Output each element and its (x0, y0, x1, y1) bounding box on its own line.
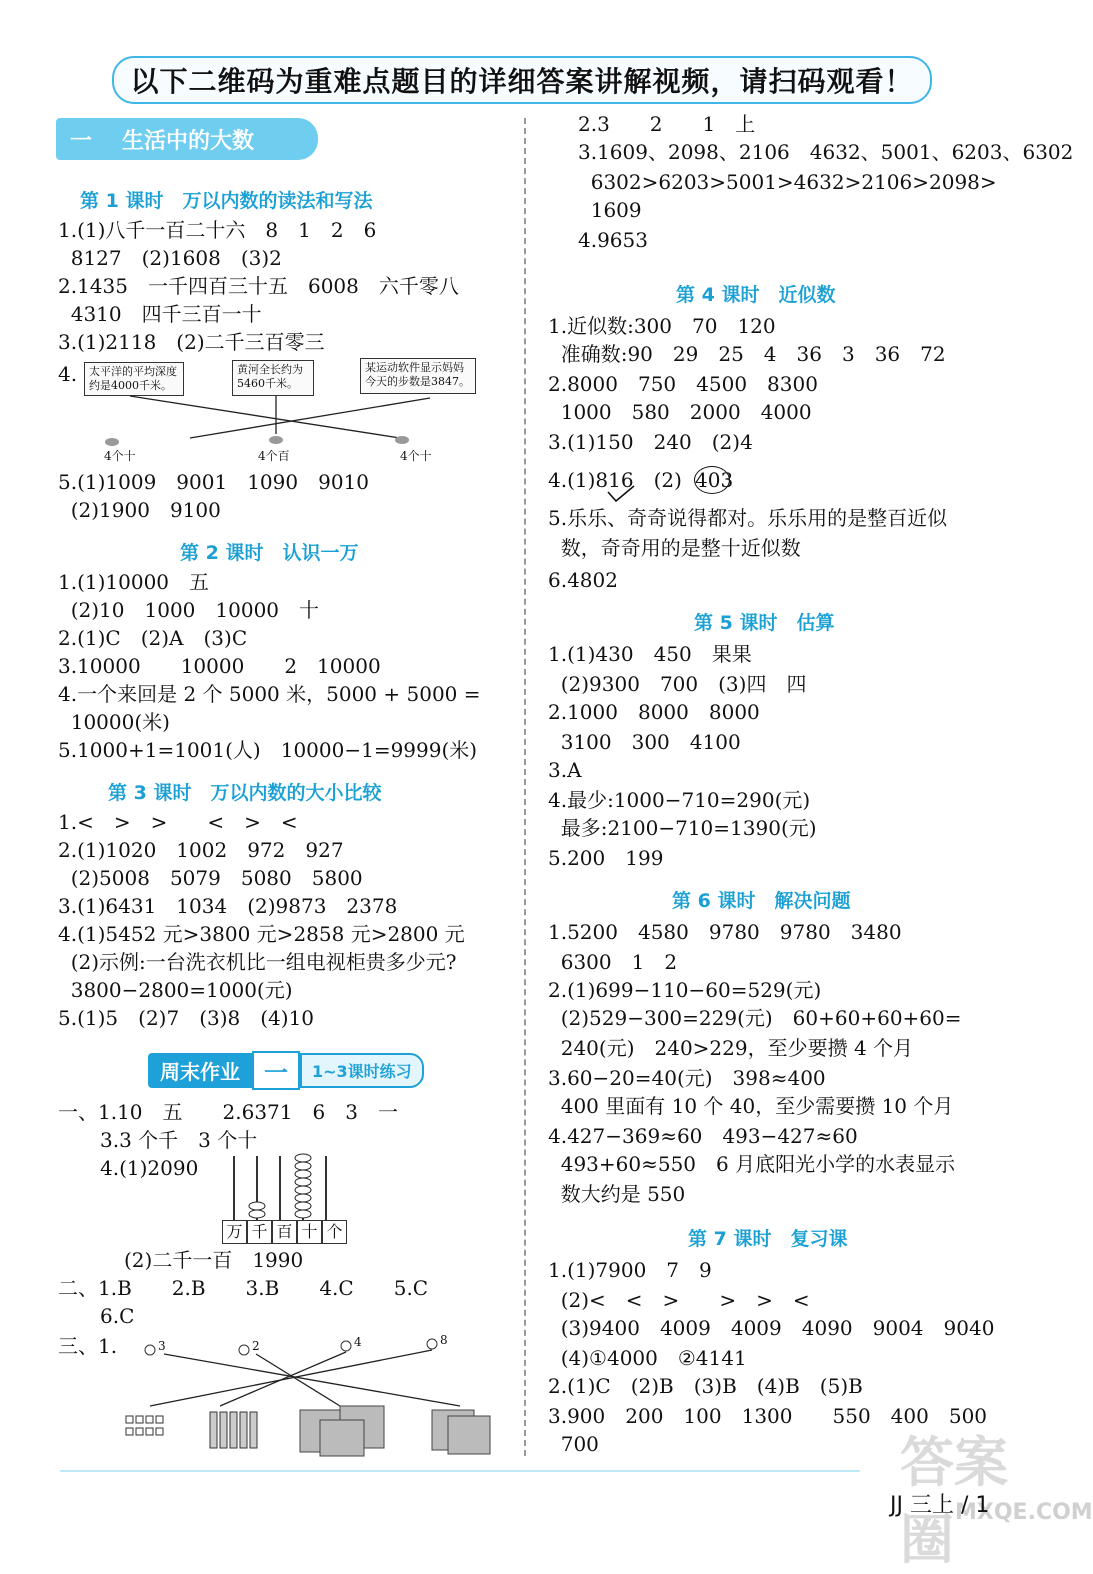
answer-line: 5.乐乐、奇奇说得都对。乐乐用的是整百近似 (548, 506, 948, 530)
answer-line: 4.427−369≈60 493−427≈60 (548, 1124, 858, 1148)
answer-line: 1.近似数:300 70 120 (548, 314, 776, 338)
answer-line: 3.1609、2098、2106 4632、5001、6203、6302 (578, 140, 1074, 164)
answer-line: 3.60−20=40(元) 398≈400 (548, 1066, 826, 1090)
lesson-3-title: 第 3 课时 万以内数的大小比较 (108, 782, 382, 804)
answer-line: 3.900 200 100 1300 550 400 500 (548, 1404, 988, 1428)
lesson-1-title: 第 1 课时 万以内数的读法和写法 (80, 190, 373, 212)
answer-line: 2.3 2 1 上 (578, 112, 756, 136)
answer-line: 数，奇奇用的是整十近似数 (548, 536, 801, 560)
column-divider (524, 118, 526, 1456)
lesson-4-title: 第 4 课时 近似数 (676, 284, 836, 306)
diagram-label-1: 4个十 (104, 449, 136, 463)
answer-line: (2)9300 700 (3)四 四 (548, 672, 807, 696)
answer-line: 5.(1)5 (2)7 (3)8 (4)10 (58, 1006, 315, 1030)
answer-line: (2)1900 9100 (58, 498, 221, 522)
answer-line: 1.5200 4580 9780 9780 3480 (548, 920, 902, 944)
answer-line: 1.(1)八千一百二十六 8 1 2 6 (58, 218, 377, 242)
answer-line: 8127 (2)1608 (3)2 (58, 246, 282, 270)
place-ge: 个 (322, 1220, 347, 1244)
answer-line: (2)< < > > > < (548, 1288, 810, 1312)
answer-line: 三、1. (58, 1334, 118, 1358)
lesson-6-title: 第 6 课时 解决问题 (672, 890, 851, 912)
answer-line: (4)①4000 ②4141 (548, 1346, 747, 1370)
place-bai: 百 (272, 1220, 297, 1244)
circled-number: 403 (695, 468, 734, 492)
answer-line: 3800−2800=1000(元) (58, 978, 293, 1002)
lesson-7-title: 第 7 课时 复习课 (688, 1228, 848, 1250)
place-wan: 万 (222, 1220, 247, 1244)
answer-line: 4.最少:1000−710=290(元) (548, 788, 811, 812)
answer-line: (2)529−300=229(元) 60+60+60+60= (548, 1006, 962, 1030)
answer-line: 2.(1)C (2)A (3)C (58, 626, 248, 650)
cube-label-2: 2 (252, 1339, 260, 1353)
diagram-box-2: 黄河全长约为5460千米。 (232, 360, 314, 396)
answer-line: 1.< > > < > < (58, 810, 298, 834)
weekend-label: 周末作业 (148, 1053, 252, 1088)
answer-line: 4310 四千三百一十 (58, 302, 262, 326)
diagram-label-3: 4个十 (400, 449, 432, 463)
answer-line: 4.(1)5452 元>3800 元>2858 元>2800 元 (58, 922, 465, 946)
weekend-number: 一 (252, 1051, 300, 1090)
answer-line: (3)9400 4009 4009 4090 9004 9040 (548, 1316, 995, 1340)
answer-line: 1609 (578, 198, 642, 222)
section-number: 一 (70, 128, 93, 154)
answer-line: 5.200 199 (548, 846, 664, 870)
answer-line: 3.(1)2118 (2)二千三百零三 (58, 330, 325, 354)
answer-line: 4.(1)816 (2) (548, 468, 682, 492)
answer-line: 2.(1)C (2)B (3)B (4)B (5)B (548, 1374, 863, 1398)
cube-label-3: 4 (354, 1335, 362, 1349)
diagram-box-1: 太平洋的平均深度约是4000千米。 (84, 362, 184, 396)
circled-answer (694, 466, 734, 494)
answer-line: 2.(1)699−110−60=529(元) (548, 978, 822, 1002)
answer-line: 2.1435 一千四百三十五 6008 六千零八 (58, 274, 459, 298)
answer-line: (2)10 1000 10000 十 (58, 598, 320, 622)
watermark-logo: 答案圈 (900, 1431, 1008, 1571)
cube-label-1: 3 (158, 1339, 166, 1353)
answer-line: 数大约是 550 (548, 1182, 686, 1206)
place-shi: 十 (297, 1220, 322, 1244)
answer-line: (2)二千一百 1990 (124, 1248, 304, 1272)
answer-line: 700 (548, 1432, 599, 1456)
bottom-rule (60, 1470, 860, 1472)
weekend-subtitle: 1~3课时练习 (300, 1053, 424, 1088)
answer-line: 最多:2100−710=1390(元) (548, 816, 817, 840)
answer-line: 4.一个来回是 2 个 5000 米，5000 + 5000 = (58, 682, 481, 706)
weekend-homework-tag (148, 1054, 424, 1086)
top-banner: 以下二维码为重难点题目的详细答案讲解视频，请扫码观看！ (112, 56, 932, 104)
answer-line: 3.A (548, 758, 582, 782)
answer-line: 6300 1 2 (548, 950, 678, 974)
diagram-label-2: 4个百 (258, 449, 290, 463)
answer-line: 一、1.10 五 2.6371 6 3 一 (58, 1100, 398, 1124)
answer-line: 3.(1)6431 1034 (2)9873 2378 (58, 894, 398, 918)
answer-line: (2)5008 5079 5080 5800 (58, 866, 363, 890)
answer-line: 3.3 个千 3 个十 (100, 1128, 258, 1152)
answer-line: 493+60≈550 6 月底阳光小学的水表显示 (548, 1152, 956, 1176)
answer-line: 3100 300 4100 (548, 730, 741, 754)
answer-line: 6.4802 (548, 568, 618, 592)
watermark-url: MXQE.COM (955, 1500, 1093, 1525)
answer-line: 2.(1)1020 1002 972 927 (58, 838, 344, 862)
cube-label-4: 8 (440, 1333, 448, 1347)
answer-line: 准确数:90 29 25 4 36 3 36 72 (548, 342, 946, 366)
check-mark-icon (606, 486, 636, 504)
section-title: 生活中的大数 (122, 128, 255, 154)
section-tab (56, 118, 318, 160)
answer-line: 240(元) 240>229，至少要攒 4 个月 (548, 1036, 914, 1060)
answer-line: 2.8000 750 4500 8300 (548, 372, 818, 396)
answer-line: 10000(米) (58, 710, 170, 734)
answer-line: 6302>6203>5001>4632>2106>2098> (578, 170, 997, 194)
answer-line: 1.(1)10000 五 (58, 570, 210, 594)
answer-line: 4.(1)2090 (100, 1156, 199, 1180)
answer-line: 1.(1)430 450 果果 (548, 642, 752, 666)
answer-line: 2.1000 8000 8000 (548, 700, 760, 724)
answer-line: 3.10000 10000 2 10000 (58, 654, 381, 678)
abacus-place-values (222, 1220, 347, 1244)
answer-line: 5.(1)1009 9001 1090 9010 (58, 470, 370, 494)
answer-line: 4.9653 (578, 228, 648, 252)
lesson-2-title: 第 2 课时 认识一万 (180, 542, 359, 564)
answer-line: 1000 580 2000 4000 (548, 400, 812, 424)
answer-line: 400 里面有 10 个 40，至少需要攒 10 个月 (548, 1094, 954, 1118)
answer-line: 6.C (100, 1304, 135, 1328)
answer-line: 5.1000+1=1001(人) 10000−1=9999(米) (58, 738, 478, 762)
answer-line: (2)示例:一台洗衣机比一组电视柜贵多少元? (58, 950, 457, 974)
page-footer: JJ 三上 / 1 (890, 1493, 990, 1518)
answer-line: 二、1.B 2.B 3.B 4.C 5.C (58, 1276, 429, 1300)
answer-line: 3.(1)150 240 (2)4 (548, 430, 753, 454)
lesson-5-title: 第 5 课时 估算 (694, 612, 835, 634)
diagram-box-3: 某运动软件显示妈妈今天的步数是3847。 (360, 358, 476, 394)
place-qian: 千 (247, 1220, 272, 1244)
answer-line: 1.(1)7900 7 9 (548, 1258, 712, 1282)
answer-line: 4. (58, 362, 78, 386)
